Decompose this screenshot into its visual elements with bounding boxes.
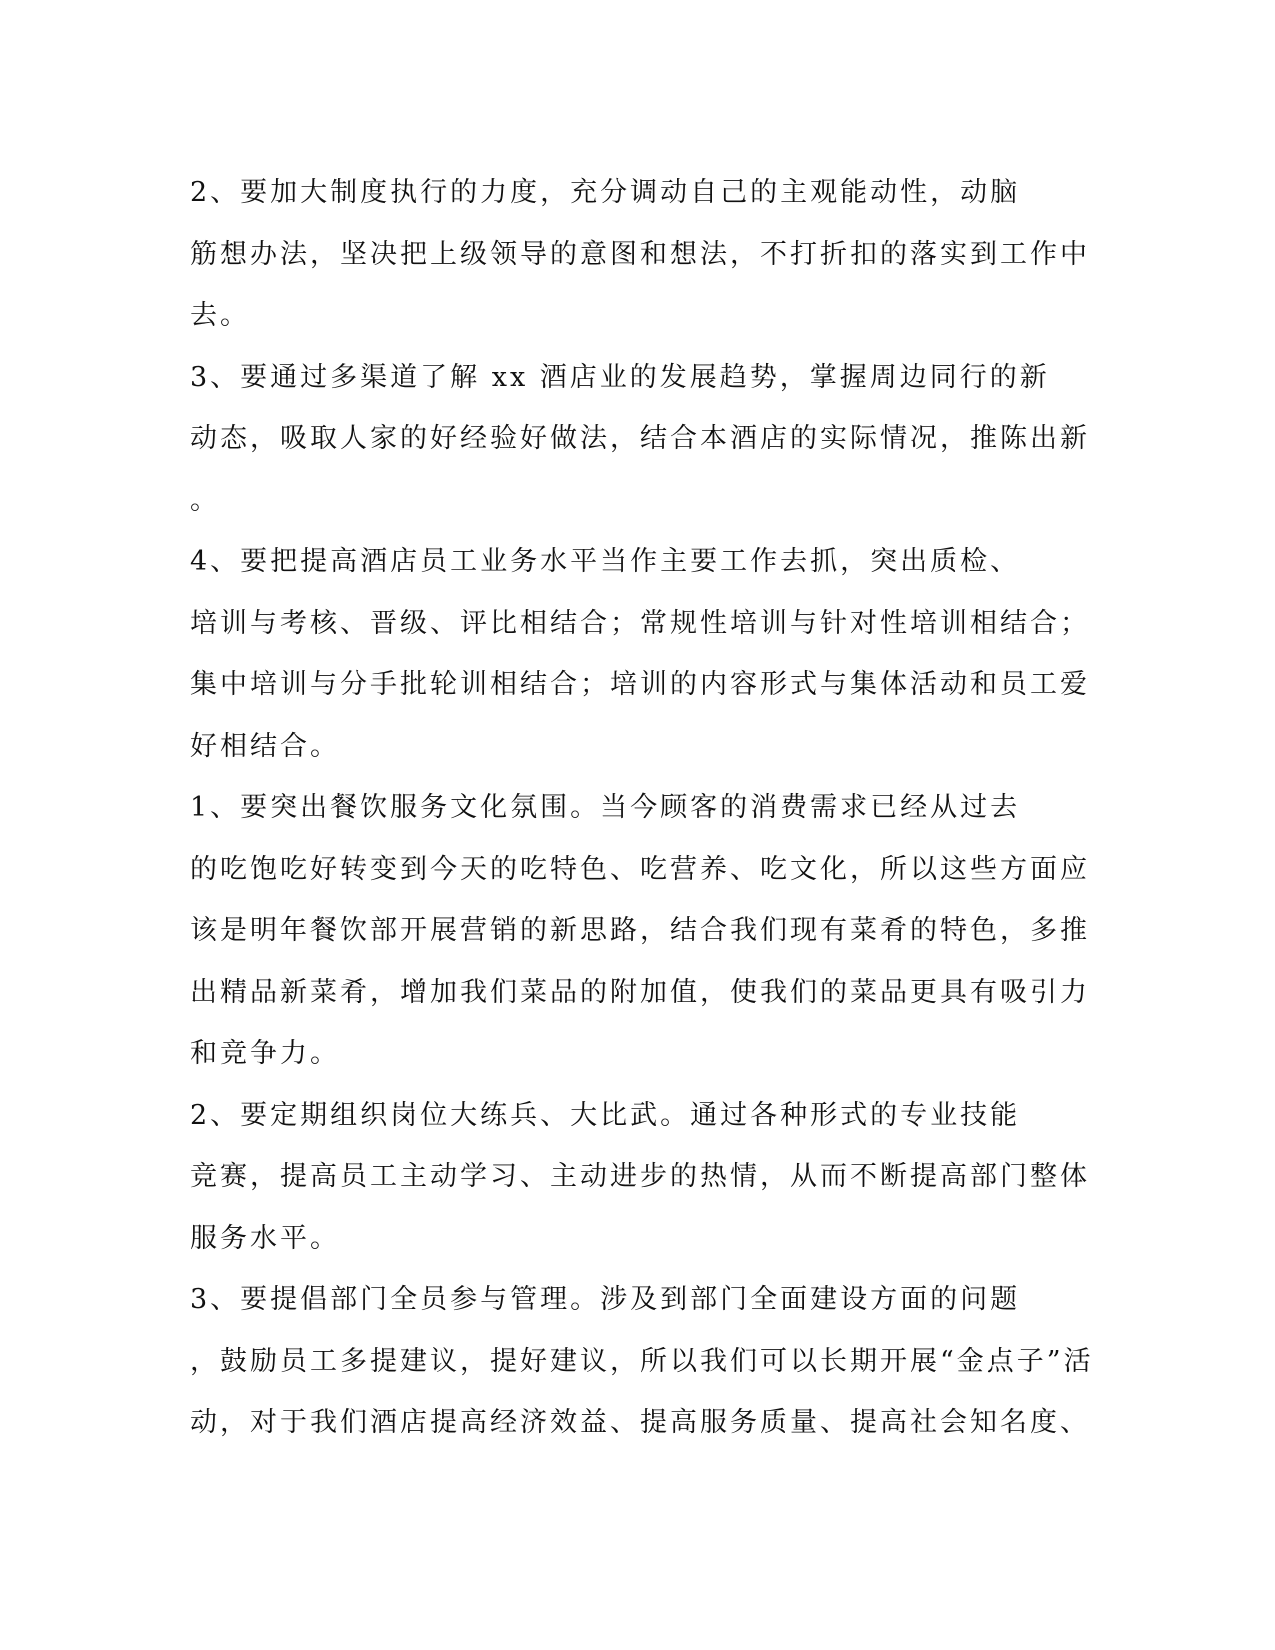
- paragraph-3: [190, 531, 1090, 777]
- paragraph-line: 好相结合。: [190, 730, 340, 762]
- paragraph-line: 和竞争力。: [190, 1038, 340, 1069]
- paragraph-line: 。: [190, 484, 220, 516]
- paragraph-line: 4、要把提高酒店员工业务水平当作主要工作去抓，突出质检、: [190, 546, 1021, 577]
- paragraph-line: 2、要加大制度执行的力度，充分调动自己的主观能动性，动脑: [190, 177, 1021, 208]
- paragraph-line: 该是明年餐饮部开展营销的新思路，结合我们现有菜肴的特色，多推: [190, 915, 1090, 946]
- paragraph-line: 3、要通过多渠道了解 xx 酒店业的发展趋势，掌握周边同行的新: [190, 361, 1050, 393]
- paragraph-line: 3、要提倡部门全员参与管理。涉及到部门全面建设方面的问题: [190, 1284, 1021, 1315]
- paragraph-6: [190, 1269, 1094, 1454]
- paragraph-line: 服务水平。: [190, 1222, 340, 1254]
- paragraph-line: 筋想办法，坚决把上级领导的意图和想法，不打折扣的落实到工作中: [190, 238, 1090, 270]
- paragraph-line: 集中培训与分手批轮训相结合；培训的内容形式与集体活动和员工爱: [190, 669, 1090, 700]
- paragraph-line: 动态，吸取人家的好经验好做法，结合本酒店的实际情况，推陈出新: [190, 423, 1090, 454]
- paragraph-1: [190, 162, 1090, 347]
- paragraph-2: [190, 347, 1090, 532]
- paragraph-line: 竞赛，提高员工主动学习、主动进步的热情，从而不断提高部门整体: [190, 1161, 1090, 1192]
- paragraph-line: 培训与考核、晋级、评比相结合；常规性培训与针对性培训相结合；: [190, 607, 1090, 639]
- paragraph-line: 去。: [190, 300, 250, 331]
- paragraph-5: [190, 1085, 1090, 1270]
- paragraph-4: [190, 777, 1090, 1085]
- paragraph-line: 的吃饱吃好转变到今天的吃特色、吃营养、吃文化，所以这些方面应: [190, 853, 1090, 885]
- paragraph-line: 1、要突出餐饮服务文化氛围。当今顾客的消费需求已经从过去: [190, 792, 1021, 823]
- paragraph-line: 动，对于我们酒店提高经济效益、提高服务质量、提高社会知名度、: [190, 1407, 1090, 1438]
- paragraph-line: 出精品新菜肴，增加我们菜品的附加值，使我们的菜品更具有吸引力: [190, 976, 1090, 1008]
- paragraph-line: ，鼓励员工多提建议，提好建议，所以我们可以长期开展“金点子”活: [190, 1345, 1094, 1377]
- paragraph-line: 2、要定期组织岗位大练兵、大比武。通过各种形式的专业技能: [190, 1099, 1021, 1131]
- document-body: [190, 162, 1094, 1454]
